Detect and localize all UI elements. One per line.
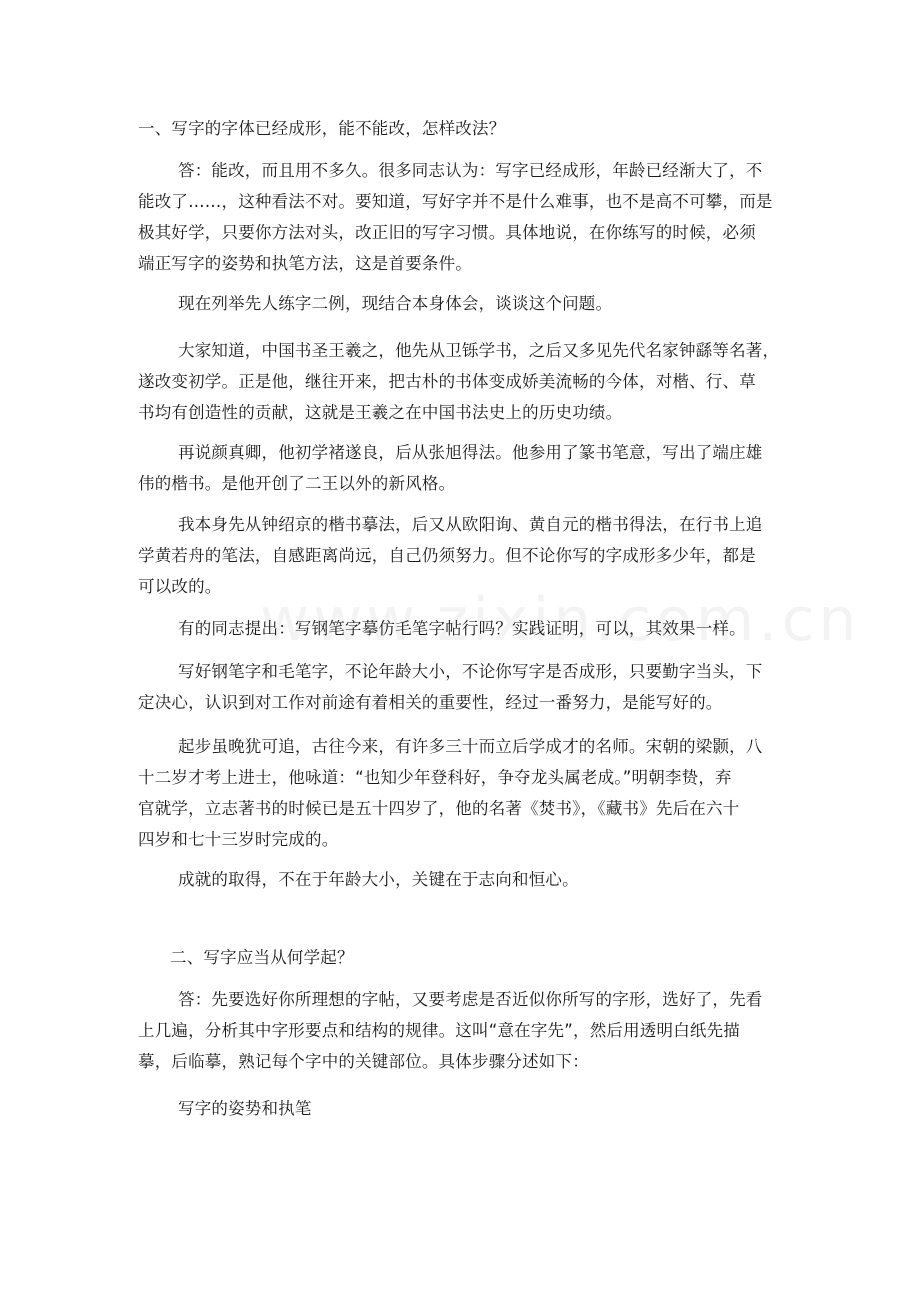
text-line: 答：先要选好你所理想的字帖，又要考虑是否近似你所写的字形，选好了，先看	[178, 990, 763, 1009]
text-line: 定决心，认识到对工作对前途有着相关的重要性，经过一番努力，是能写好的。	[138, 693, 723, 712]
wang-xizhi-paragraph	[138, 335, 779, 428]
personal-paragraph	[138, 509, 763, 602]
heading-text: 一、写字的字体已经成形，能不能改，怎样改法？	[138, 119, 506, 138]
late-start-paragraph	[138, 731, 763, 855]
heading-text: 二、写字应当从何学起？	[170, 948, 354, 967]
practice-paragraph	[138, 656, 763, 718]
conclusion-paragraph	[178, 864, 579, 895]
pen-question-paragraph	[178, 613, 746, 644]
yan-zhenqing-paragraph	[138, 437, 763, 499]
text-line: 摹，后临摹，熟记每个字中的关键部位。具体步骤分述如下：	[138, 1052, 589, 1071]
text-line: 起步虽晚犹可追，古往今来，有许多三十而立后学成才的名师。宋朝的梁颢，八	[178, 737, 763, 756]
text-line: 十二岁才考上进士，他咏道：“也知少年登科好，争夺龙头属老成。”明朝李贽，弃	[138, 768, 732, 787]
text-line: 遂改变初学。正是他，继往开来，把古朴的书体变成娇美流畅的今体，对楷、行、草	[138, 372, 756, 391]
text-line: 大家知道，中国书圣王羲之，他先从卫铄学书，之后又多见先代名家钟繇等名著，	[178, 341, 780, 360]
text-line: 端正写字的姿势和执笔方法，这是首要条件。	[138, 254, 472, 273]
section1-answer	[138, 155, 773, 279]
section2-subheading	[178, 1093, 312, 1124]
intro-paragraph	[178, 288, 612, 319]
text-line: 上几遍，分析其中字形要点和结构的规律。这叫“意在字先”，然后用透明白纸先描	[138, 1021, 740, 1040]
section2-heading	[170, 942, 354, 973]
subheading-text: 写字的姿势和执笔	[178, 1099, 312, 1118]
text-line: 四岁和七十三岁时完成的。	[138, 830, 339, 849]
text-line: 书均有创造性的贡献，这就是王羲之在中国书法史上的历史功绩。	[138, 403, 623, 422]
text-line: 现在列举先人练字二例，现结合本身体会，谈谈这个问题。	[178, 294, 613, 313]
text-line: 写好钢笔字和毛笔字，不论年龄大小，不论你写字是否成形，只要勤字当头，下	[178, 662, 763, 681]
text-line: 能改了……，这种看法不对。要知道，写好字并不是什么难事，也不是高不可攀，而是	[138, 192, 773, 211]
text-line: 官就学，立志著书的时候已是五十四岁了，他的名著《焚书》，《藏书》先后在六十	[138, 799, 740, 818]
section1-heading	[138, 113, 505, 144]
text-line: 极其好学，只要你方法对头，改正旧的写字习惯。具体地说，在你练写的时候，必须	[138, 223, 756, 242]
text-line: 可以改的。	[138, 577, 222, 596]
text-line: 学黄若舟的笔法，自感距离尚远，自己仍须努力。但不论你写的字成形多少年，都是	[138, 546, 756, 565]
text-line: 答：能改，而且用不多久。很多同志认为：写字已经成形，年龄已经渐大了，不	[178, 161, 763, 180]
text-line: 有的同志提出：写钢笔字摹仿毛笔字帖行吗？实践证明，可以，其效果一样。	[178, 619, 746, 638]
text-line: 伟的楷书。是他开创了二王以外的新风格。	[138, 474, 456, 493]
text-line: 成就的取得，不在于年龄大小，关键在于志向和恒心。	[178, 870, 579, 889]
section2-answer	[138, 984, 763, 1077]
text-line: 我本身先从钟绍京的楷书摹法，后又从欧阳询、黄自元的楷书得法，在行书上追	[178, 515, 763, 534]
text-line: 再说颜真卿，他初学褚遂良，后从张旭得法。他参用了篆书笔意，写出了端庄雄	[178, 443, 763, 462]
